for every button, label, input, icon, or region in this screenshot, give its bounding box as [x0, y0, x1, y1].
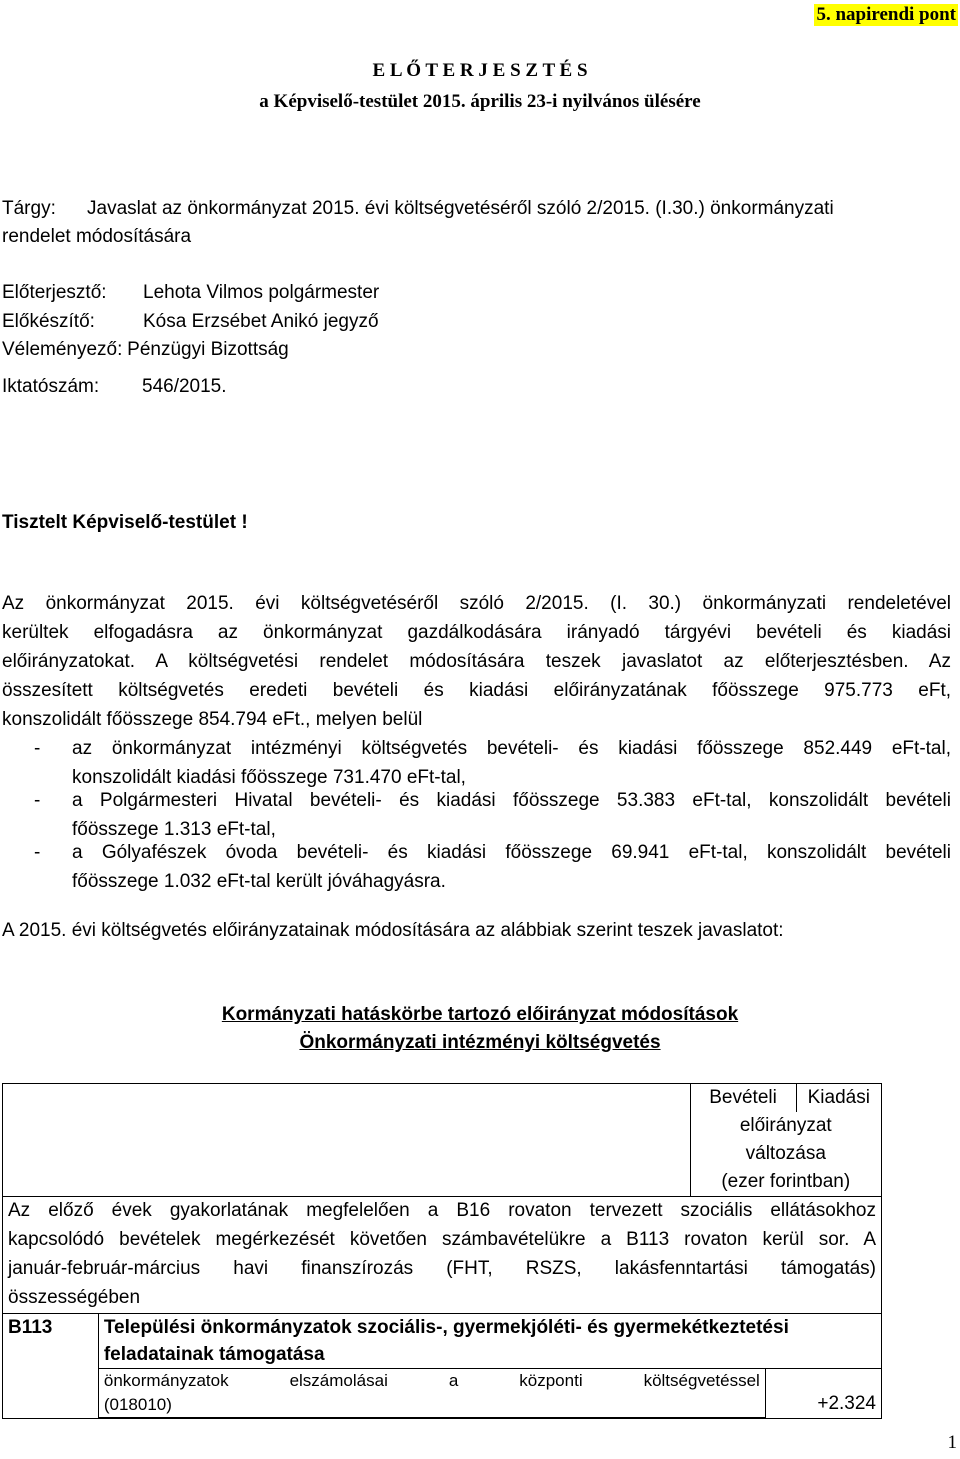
table-row	[3, 1314, 882, 1419]
col-sub-header	[690, 1112, 881, 1197]
code-title-line: Települési önkormányzatok szociális-, gyermekjóléti- és gyermekétkeztetési	[103, 1317, 789, 1338]
list-dash: -	[34, 790, 41, 811]
list-item	[2, 838, 951, 896]
col-sub-header-line: változása	[745, 1143, 826, 1164]
code-cell: B113	[3, 1314, 98, 1369]
intro-line: Az önkormányzat 2015. évi költségvetéséről szóló 2/2015. (I. 30.) önkormányzati rendeletével	[2, 593, 951, 614]
page-number: 1	[947, 1432, 957, 1453]
code-row	[3, 1314, 881, 1369]
subject-line2: rendelet módosítására	[2, 226, 192, 247]
document-subtitle: a Képviselő-testület 2015. április 23-i nyilvános ülésére	[259, 91, 701, 112]
document-title: E L Ő T E R J E S Z T É S	[372, 60, 588, 81]
code-title-line: feladatainak támogatása	[103, 1344, 325, 1365]
explanation-cell	[3, 1197, 882, 1314]
section-subtitle: Önkormányzati intézményi költségvetés	[299, 1032, 661, 1053]
presenter-row	[2, 282, 379, 304]
list-item-line: a Polgármesteri Hivatal bevételi- és kiadási főösszege 53.383 eFt-tal, konszolidált bevételi	[72, 790, 951, 811]
preparer-label: Előkészítő:	[2, 311, 95, 332]
code-block	[3, 1314, 882, 1419]
list-item-line: főösszege 1.032 eFt-tal került jóváhagyásra.	[72, 871, 446, 892]
list-item	[2, 786, 951, 844]
file-number-row	[2, 376, 227, 398]
agenda-item-badge: 5. napirendi pont	[816, 4, 956, 25]
reviewer-value: Pénzügyi Bizottság	[127, 339, 289, 360]
code-item-blank	[3, 1369, 98, 1418]
reviewer-row	[2, 339, 289, 361]
proposal-intro: A 2015. évi költségvetés előirányzatainak módosítására az alábbiak szerint teszek javaslatot:	[2, 920, 784, 941]
intro-line: konszolidált főösszege 854.794 eFt., melyen belül	[2, 709, 423, 730]
intro-line: összesített költségvetés eredeti bevételi és kiadási előirányzatának főösszege 975.773 eFt,	[2, 680, 951, 701]
col-sub-header-line: előirányzat	[739, 1115, 832, 1136]
intro-line: előirányzatokat. A költségvetési rendelet módosítására teszek javaslatot az előterjesztésben. Az	[2, 651, 951, 672]
col-revenue-header: Bevételi	[690, 1084, 796, 1113]
list-item-line: az önkormányzat intézményi költségvetés bevételi- és kiadási főösszege 852.449 eFt-tal,	[72, 738, 951, 759]
salutation: Tisztelt Képviselő-testület !	[2, 512, 248, 533]
item-value-cell: +2.324	[765, 1369, 881, 1418]
preparer-row	[2, 311, 379, 333]
code-subtable	[3, 1314, 881, 1418]
col-sub-header-line: (ezer forintban)	[721, 1171, 851, 1192]
intro-line: kerültek elfogadásra az önkormányzat gazdálkodására irányadó tárgyévi bevételi és kiadási	[2, 622, 951, 643]
list-dash: -	[34, 842, 41, 863]
presenter-label: Előterjesztő:	[2, 282, 107, 303]
table-header-row	[3, 1112, 882, 1197]
subject-line1: Javaslat az önkormányzat 2015. évi költségvetéséről szóló 2/2015. (I.30.) önkormányzati	[87, 198, 834, 219]
col-expense-header: Kiadási	[796, 1084, 881, 1113]
table-header-blank	[3, 1084, 691, 1113]
explanation-line: összességében	[8, 1287, 141, 1308]
subject-row	[2, 198, 834, 220]
subject-label: Tárgy:	[2, 198, 56, 219]
file-number-label: Iktatószám:	[2, 376, 100, 397]
explanation-line: Az előző évek gyakorlatának megfelelően a B16 rovaton tervezett szociális ellátásokhoz	[8, 1200, 876, 1221]
table-header-blank	[3, 1112, 691, 1197]
item-description-line: önkormányzatok elszámolásai a központi költségvetéssel	[103, 1371, 760, 1390]
explanation-line: január-február-március havi finanszírozás (FHT, RSZS, lakásfenntartási támogatás)	[8, 1258, 876, 1279]
intro-paragraph	[2, 589, 951, 734]
table-header-row	[3, 1084, 882, 1113]
preparer-value: Kósa Erzsébet Anikó jegyző	[143, 311, 379, 332]
table-row	[3, 1197, 882, 1314]
list-item-line: konszolidált kiadási főösszege 731.470 eFt-tal,	[72, 767, 466, 788]
list-item-line: főösszege 1.313 eFt-tal,	[72, 819, 276, 840]
code-item-row	[3, 1369, 881, 1418]
code-title-cell	[98, 1314, 881, 1369]
file-number-value: 546/2015.	[142, 376, 227, 397]
item-description-cell	[98, 1369, 765, 1418]
section-title: Kormányzati hatáskörbe tartozó előirányzat módosítások	[221, 1004, 739, 1025]
explanation-line: kapcsolódó bevételek megérkezését követően számbavételükre a B113 rovaton kerül sor. A	[8, 1229, 876, 1250]
presenter-value: Lehota Vilmos polgármester	[143, 282, 380, 303]
reviewer-label: Véleményező:	[2, 339, 123, 360]
list-item-line: a Gólyafészek óvoda bevételi- és kiadási főösszege 69.941 eFt-tal, konszolidált bevételi	[72, 842, 951, 863]
budget-table	[2, 1083, 882, 1419]
list-item	[2, 734, 951, 792]
item-description-line: (018010)	[103, 1395, 172, 1414]
list-dash: -	[34, 738, 41, 759]
